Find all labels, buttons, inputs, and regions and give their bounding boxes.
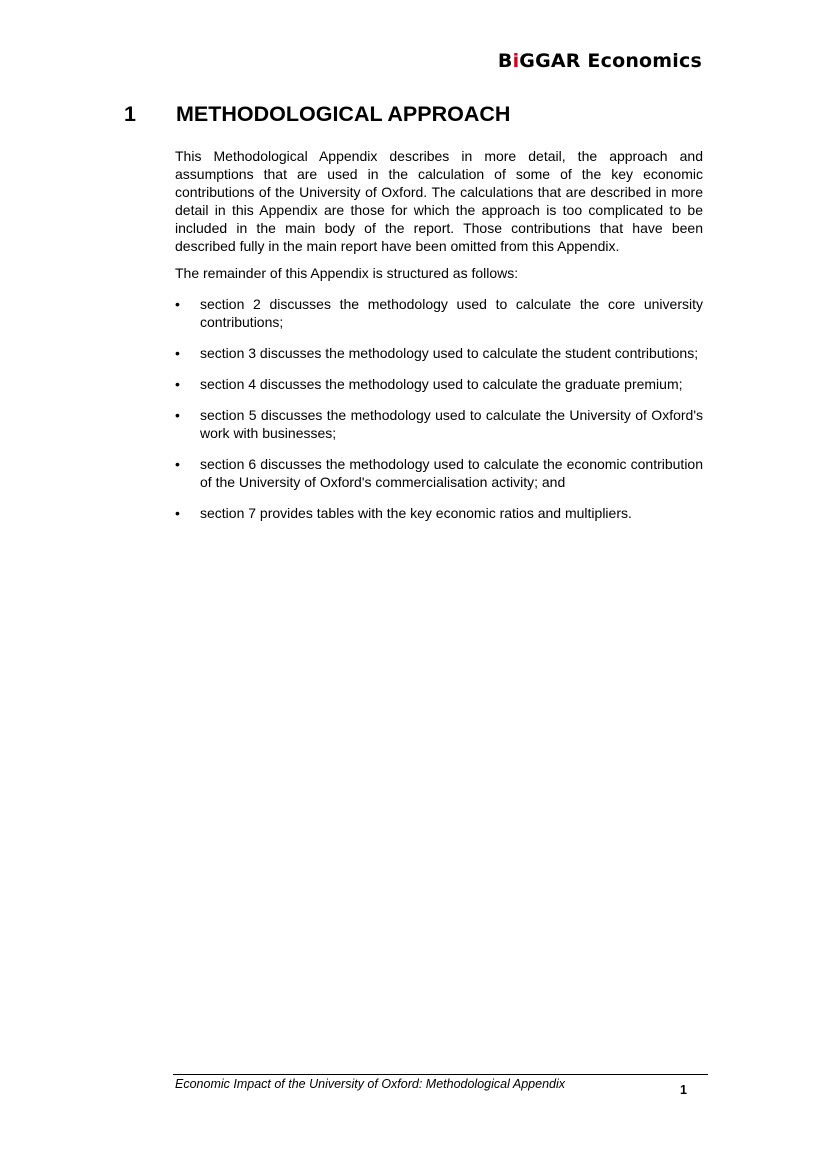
list-item — [175, 344, 703, 362]
bullet-icon: • — [175, 407, 180, 423]
list-item — [175, 295, 703, 331]
bullet-icon: • — [175, 505, 180, 521]
list-item-text: section 7 provides tables with the key economic ratios and multipliers. — [200, 505, 632, 521]
brand-accent: i — [512, 50, 520, 72]
list-item-text: section 3 discusses the methodology used to calculate the student contributions; — [200, 345, 699, 361]
list-item — [175, 375, 703, 393]
list-item-text: section 4 discusses the methodology used to calculate the graduate premium; — [200, 376, 683, 392]
section-list — [175, 295, 703, 522]
page-number: 1 — [680, 1083, 687, 1097]
structure-paragraph: The remainder of this Appendix is structured as follows: — [175, 265, 519, 281]
list-item-text: section 5 discusses the methodology used to calculate the University of Oxford's work with businesses; — [200, 407, 703, 441]
list-item-text: section 6 discusses the methodology used to calculate the economic contribution of the University of Oxford's commercialisation activity; and — [200, 456, 703, 490]
brand-logo — [498, 50, 702, 72]
list-item — [175, 455, 703, 491]
footer-divider — [173, 1074, 708, 1075]
section-title: METHODOLOGICAL APPROACH — [176, 102, 511, 126]
brand-prefix: B — [497, 50, 513, 72]
bullet-icon: • — [175, 296, 180, 312]
intro-paragraph: This Methodological Appendix describes in more detail, the approach and assumptions that are used in the calculation of some of the key economic contributions of the University of Oxford. The calculations that are described in more detail in this Appendix are those for which the approach is too complicated to be included in the main body of the report. Those contributions that have been described fully in the main report have been omitted from this Appendix. — [175, 148, 703, 254]
bullet-icon: • — [175, 456, 180, 472]
list-item-text: section 2 discusses the methodology used to calculate the core university contributions; — [200, 296, 703, 330]
bullet-icon: • — [175, 376, 180, 392]
footer-title: Economic Impact of the University of Oxford: Methodological Appendix — [175, 1077, 566, 1091]
brand-suffix: GGAR Economics — [519, 50, 702, 72]
bullet-icon: • — [175, 345, 180, 361]
section-heading — [124, 102, 510, 127]
list-item — [175, 406, 703, 442]
body-content — [175, 147, 703, 535]
section-number: 1 — [124, 102, 136, 126]
list-item — [175, 504, 703, 522]
